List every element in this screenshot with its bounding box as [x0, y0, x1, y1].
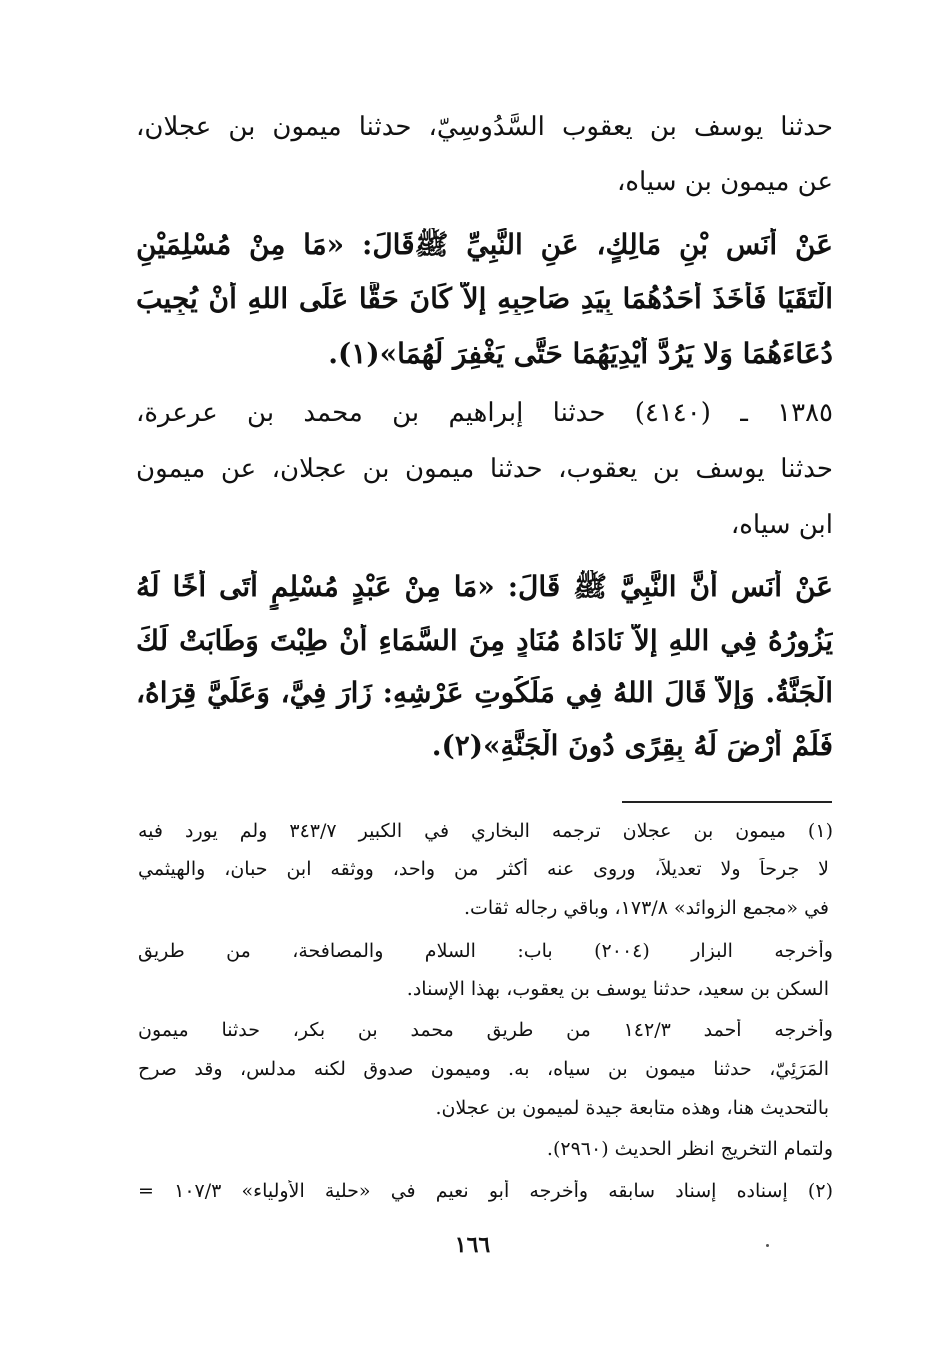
footnote-1-line-2: لا جرحاً ولا تعديلاً، وروى عنه أكثر من واحد، ووثقه ابن حبان، والهيثمي	[138, 858, 829, 880]
hadith-line-4: عَنْ أَنَس أَنَّ النَّبِيَّ ﷺ قَالَ: «مَا مِنْ عَبْدٍ مُسْلِمٍ أَتَى أَخًا لَهُ	[136, 570, 833, 603]
footnote-1-line-9: ولتمام التخريج انظر الحديث (٢٩٦٠).	[546, 1138, 833, 1160]
footnote-1-line-4: وأخرجه البزار (٢٠٠٤) باب: السلام والمصافحة، من طريق	[138, 940, 833, 962]
hadith-number-line: ١٣٨٥ ـ (٤١٤٠) حدثنا إبراهيم بن محمد بن عرعرة،	[136, 398, 833, 428]
text-line-1: حدثنا يوسف بن يعقوب السَّدُوسِيّ، حدثنا ميمون بن عجلان،	[136, 112, 833, 142]
text-line-2: عن ميمون بن سياه،	[616, 167, 833, 197]
footnote-1-line-6: وأخرجه أحمد ١٤٢/٣ من طريق محمد بن بكر، حدثنا ميمون	[138, 1019, 833, 1041]
print-speck	[766, 1244, 769, 1247]
footnote-2-line-1: (٢) إسناده إسناد سابقه وأخرجه أبو نعيم في «حلية الأولياء» ١٠٧/٣ =	[138, 1180, 833, 1202]
footnote-separator	[622, 801, 832, 803]
hadith-line-6: الْجَنَّةُ. وَإِلاَّ قَالَ اللهُ فِي مَلَكُوتِ عَرْشِهِ: زَارَ فِيَّ، وَعَلَيَّ قِرَاهُ،	[136, 676, 833, 709]
text-line-4: ابن سياه،	[730, 510, 833, 540]
footnote-1-line-8: بالتحديث هنا، وهذه متابعة جيدة لميمون بن عجلان.	[435, 1097, 829, 1119]
hadith-line-3: دُعَاءَهُمَا وَلا يَرُدَّ أَيْدِيَهُمَا حَتَّى يَغْفِرَ لَهُمَا»(١).	[328, 337, 833, 370]
hadith-line-1: عَنْ أَنَس بْنِ مَالِكٍ، عَنِ النَّبِيِّ ﷺقَالَ: «مَا مِنْ مُسْلِمَيْنِ	[136, 228, 833, 261]
text-line-3: حدثنا يوسف بن يعقوب، حدثنا ميمون بن عجلان، عن ميمون	[136, 454, 833, 484]
footnote-1-line-5: السكن بن سعيد، حدثنا يوسف بن يعقوب، بهذا الإسناد.	[406, 978, 829, 1000]
page-number: ١٦٦	[454, 1232, 491, 1258]
footnote-1-line-1: (١) ميمون بن عجلان ترجمه البخاري في الكبير ٣٤٣/٧ ولم يورد فيه	[138, 820, 833, 842]
hadith-line-5: يَزُورُهُ فِي اللهِ إِلاَّ نَادَاهُ مُنَادٍ مِنَ السَّمَاءِ أَنْ طِبْتَ وَطَابَتْ لَكَ	[136, 624, 833, 657]
hadith-line-7: فَلَمْ أَرْضَ لَهُ بِقِرًى دُونَ الْجَنَّةِ»(٢).	[431, 729, 833, 762]
footnote-1-line-3: في «مجمع الزوائد» ١٧٣/٨، وباقي رجاله ثقات.	[463, 897, 829, 919]
hadith-line-2: الْتَقَيَا فَأَخَذَ أَحَدُهُمَا بِيَدِ صَاحِبِهِ إِلاَّ كَانَ حَقًّا عَلَى اللهِ أَنْ يُجِيبَ	[136, 282, 833, 315]
footnote-1-line-7: المَرَئِيّ، حدثنا ميمون بن سياه، به. وميمون صدوق لكنه مدلس، وقد صرح	[138, 1058, 829, 1080]
